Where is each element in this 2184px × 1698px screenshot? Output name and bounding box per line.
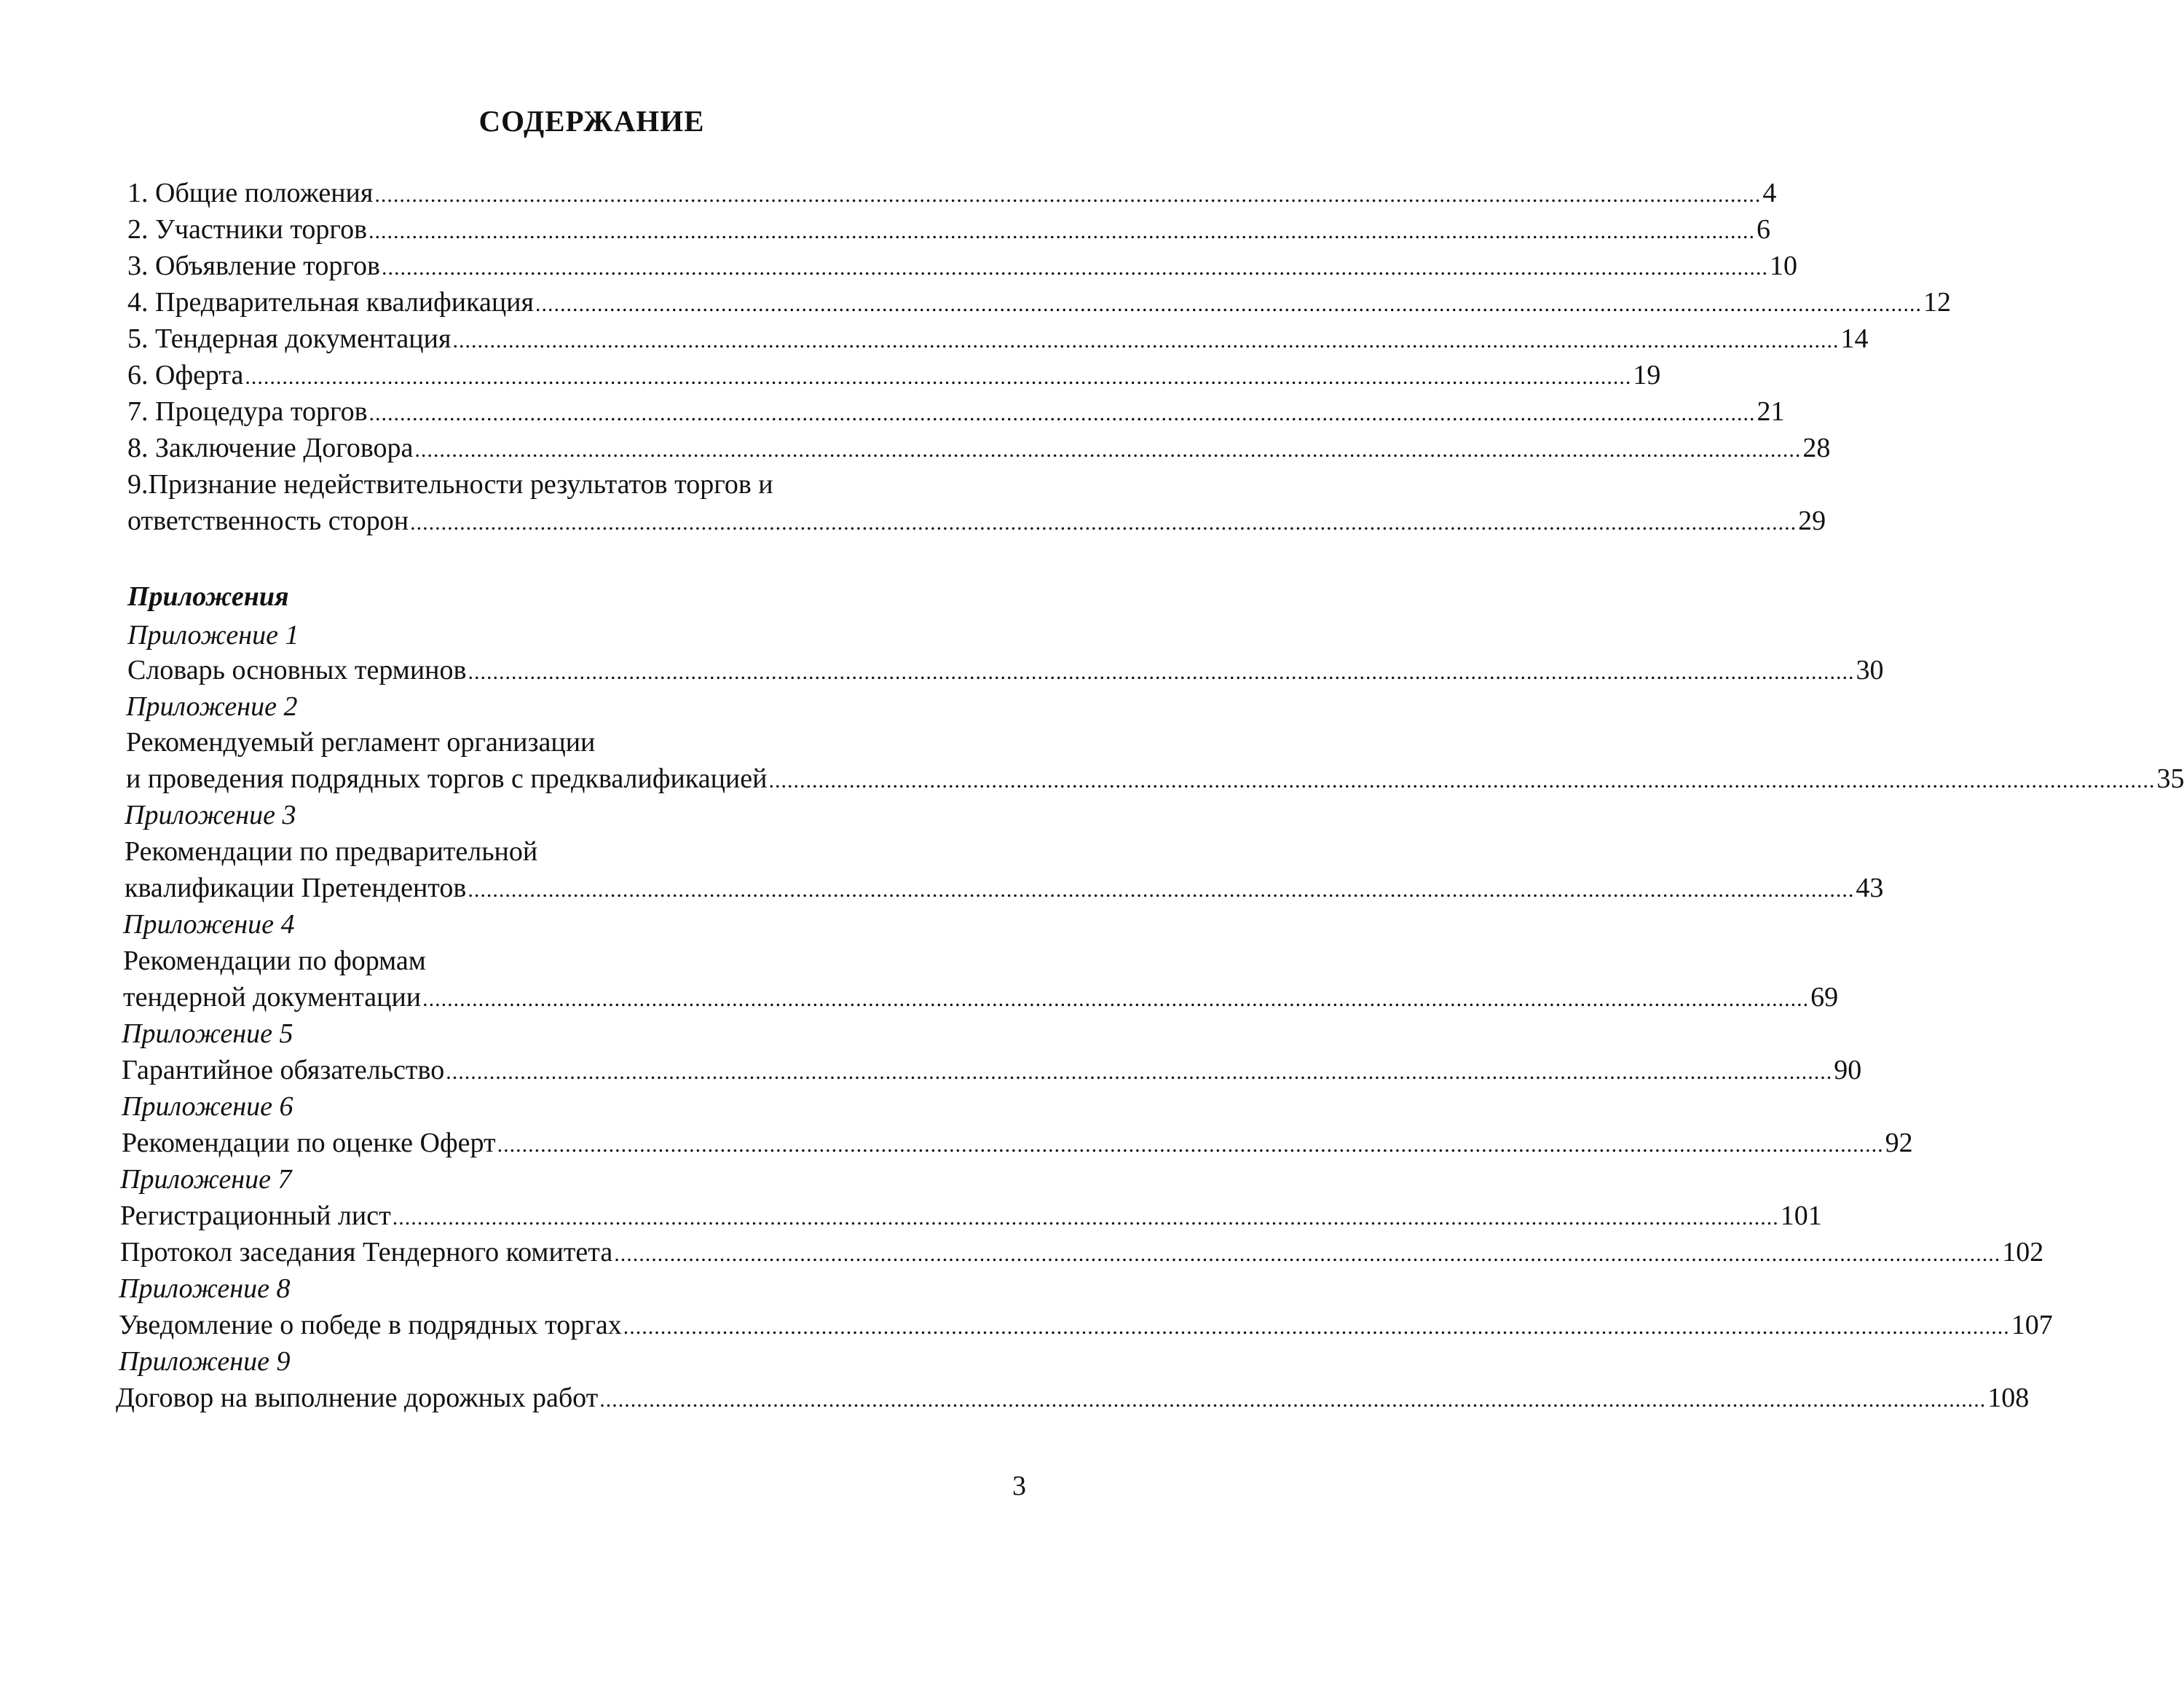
toc-entry-title: Договор на выполнение дорожных работ (116, 1383, 599, 1413)
toc-dot-leader: ................................................................................................................................................................................................................................ (422, 987, 1810, 1011)
toc-entry-title: 3. Объявление торгов (127, 251, 380, 281)
appendix-label: Приложение 1 (127, 620, 299, 650)
toc-entry-continued: Рекомендуемый регламент организации (126, 727, 596, 758)
toc-dot-leader: ................................................................................................................................................................................................................................ (392, 1206, 1779, 1230)
toc-entry-continued: 9.Признание недействительности результатов торгов и (127, 469, 773, 500)
toc-entry (127, 505, 1826, 539)
page-title: СОДЕРЖАНИЕ (478, 104, 705, 138)
toc-entry-title: 5. Тендерная документация (127, 323, 452, 354)
toc-entry (119, 1309, 2053, 1343)
toc-entry (127, 177, 1777, 211)
toc-dot-leader: ................................................................................................................................................................................................................................ (374, 183, 1762, 207)
toc-entry-title: квалификации Претендентов (125, 873, 467, 903)
toc-entry-continued: Рекомендации по формам (123, 946, 426, 976)
toc-entry (127, 654, 1884, 688)
toc-entry-page: 43 (1856, 873, 1884, 903)
toc-entry (123, 981, 1839, 1015)
toc-entry-page: 102 (2002, 1237, 2044, 1267)
toc-entry-page: 4 (1762, 178, 1777, 208)
toc-entry-page: 10 (1769, 251, 1797, 281)
toc-entry-page: 14 (1840, 323, 1869, 354)
toc-entry (127, 396, 1785, 430)
toc-entry (120, 1200, 1822, 1234)
toc-entry-continued: Рекомендации по предварительной (125, 836, 538, 867)
toc-entry-page: 90 (1834, 1055, 1862, 1085)
toc-entry (122, 1127, 1913, 1161)
toc-entry-page: 30 (1856, 655, 1884, 685)
toc-entry-title: 2. Участники торгов (127, 214, 368, 245)
toc-entry-title: 6. Оферта (127, 360, 244, 390)
toc-entry-page: 35 (2156, 763, 2184, 794)
toc-entry-page: 92 (1885, 1128, 1913, 1158)
toc-dot-leader: ................................................................................................................................................................................................................................ (245, 365, 1632, 389)
toc-entry-title: 8. Заключение Договора (127, 433, 414, 463)
toc-dot-leader: ................................................................................................................................................................................................................................ (410, 511, 1797, 535)
toc-dot-leader: ................................................................................................................................................................................................................................ (414, 438, 1802, 462)
toc-dot-leader: ................................................................................................................................................................................................................................ (468, 878, 1855, 902)
toc-entry-title: тендерной документации (123, 982, 422, 1013)
toc-dot-leader: ................................................................................................................................................................................................................................ (535, 292, 1922, 316)
toc-entry-title: Регистрационный лист (120, 1200, 391, 1231)
toc-entry (127, 432, 1831, 466)
toc-entry-page: 19 (1633, 360, 1661, 390)
toc-entry (127, 286, 1951, 321)
toc-entry-title: 7. Процедура торгов (127, 396, 368, 427)
toc-entry-title: Словарь основных терминов (127, 655, 467, 685)
toc-entry-page: 6 (1757, 214, 1771, 245)
toc-entry (126, 763, 2184, 797)
toc-dot-leader: ................................................................................................................................................................................................................................ (623, 1315, 2010, 1339)
toc-entry (127, 359, 1661, 393)
toc-entry-title: 4. Предварительная квалификация (127, 287, 534, 318)
toc-entry (127, 213, 1771, 248)
appendix-label: Приложение 5 (122, 1018, 293, 1049)
toc-entry (127, 323, 1869, 357)
toc-entry (116, 1382, 2030, 1416)
toc-entry-page: 108 (1987, 1383, 2030, 1413)
toc-entry (127, 250, 1797, 284)
toc-dot-leader: ................................................................................................................................................................................................................................ (614, 1242, 2001, 1266)
toc-entry-page: 21 (1757, 396, 1785, 427)
appendix-label: Приложение 8 (119, 1273, 291, 1304)
toc-dot-leader: ................................................................................................................................................................................................................................ (452, 329, 1840, 353)
toc-entry-page: 28 (1802, 433, 1831, 463)
appendix-label: Приложение 6 (122, 1091, 293, 1122)
appendix-label: Приложение 4 (123, 909, 295, 940)
toc-entry-title: 1. Общие положения (127, 178, 374, 208)
toc-entry (122, 1054, 1862, 1088)
toc-entry-title: и проведения подрядных торгов с предквалификацией (126, 763, 768, 794)
toc-entry-title: Рекомендации по оценке Оферт (122, 1128, 496, 1158)
toc-entry-page: 69 (1810, 982, 1839, 1013)
toc-entry-page: 12 (1923, 287, 1951, 318)
toc-entry-title: ответственность сторон (127, 506, 409, 536)
toc-dot-leader: ................................................................................................................................................................................................................................ (768, 769, 2156, 793)
page-number: 3 (1012, 1471, 1026, 1501)
appendix-label: Приложение 2 (126, 691, 298, 722)
toc-entry-page: 107 (2011, 1310, 2053, 1340)
appendix-label: Приложение 7 (120, 1164, 292, 1195)
toc-dot-leader: ................................................................................................................................................................................................................................ (368, 219, 1756, 243)
appendix-label: Приложение 3 (125, 800, 296, 830)
toc-entry-title: Гарантийное обязательство (122, 1055, 445, 1085)
toc-entry-title: Протокол заседания Тендерного комитета (120, 1237, 613, 1267)
toc-entry (125, 872, 1884, 906)
toc-entry-title: Уведомление о победе в подрядных торгах (119, 1310, 622, 1340)
toc-dot-leader: ................................................................................................................................................................................................................................ (497, 1133, 1884, 1157)
toc-entry (120, 1236, 2044, 1270)
appendices-heading: Приложения (127, 581, 289, 612)
toc-entry-page: 101 (1780, 1200, 1822, 1231)
toc-dot-leader: ................................................................................................................................................................................................................................ (446, 1060, 1833, 1084)
toc-dot-leader: ................................................................................................................................................................................................................................ (599, 1388, 1987, 1412)
toc-entry-page: 29 (1798, 506, 1826, 536)
toc-dot-leader: ................................................................................................................................................................................................................................ (468, 660, 1855, 684)
toc-dot-leader: ................................................................................................................................................................................................................................ (381, 256, 1768, 280)
appendix-label: Приложение 9 (119, 1346, 291, 1377)
toc-dot-leader: ................................................................................................................................................................................................................................ (368, 401, 1756, 425)
